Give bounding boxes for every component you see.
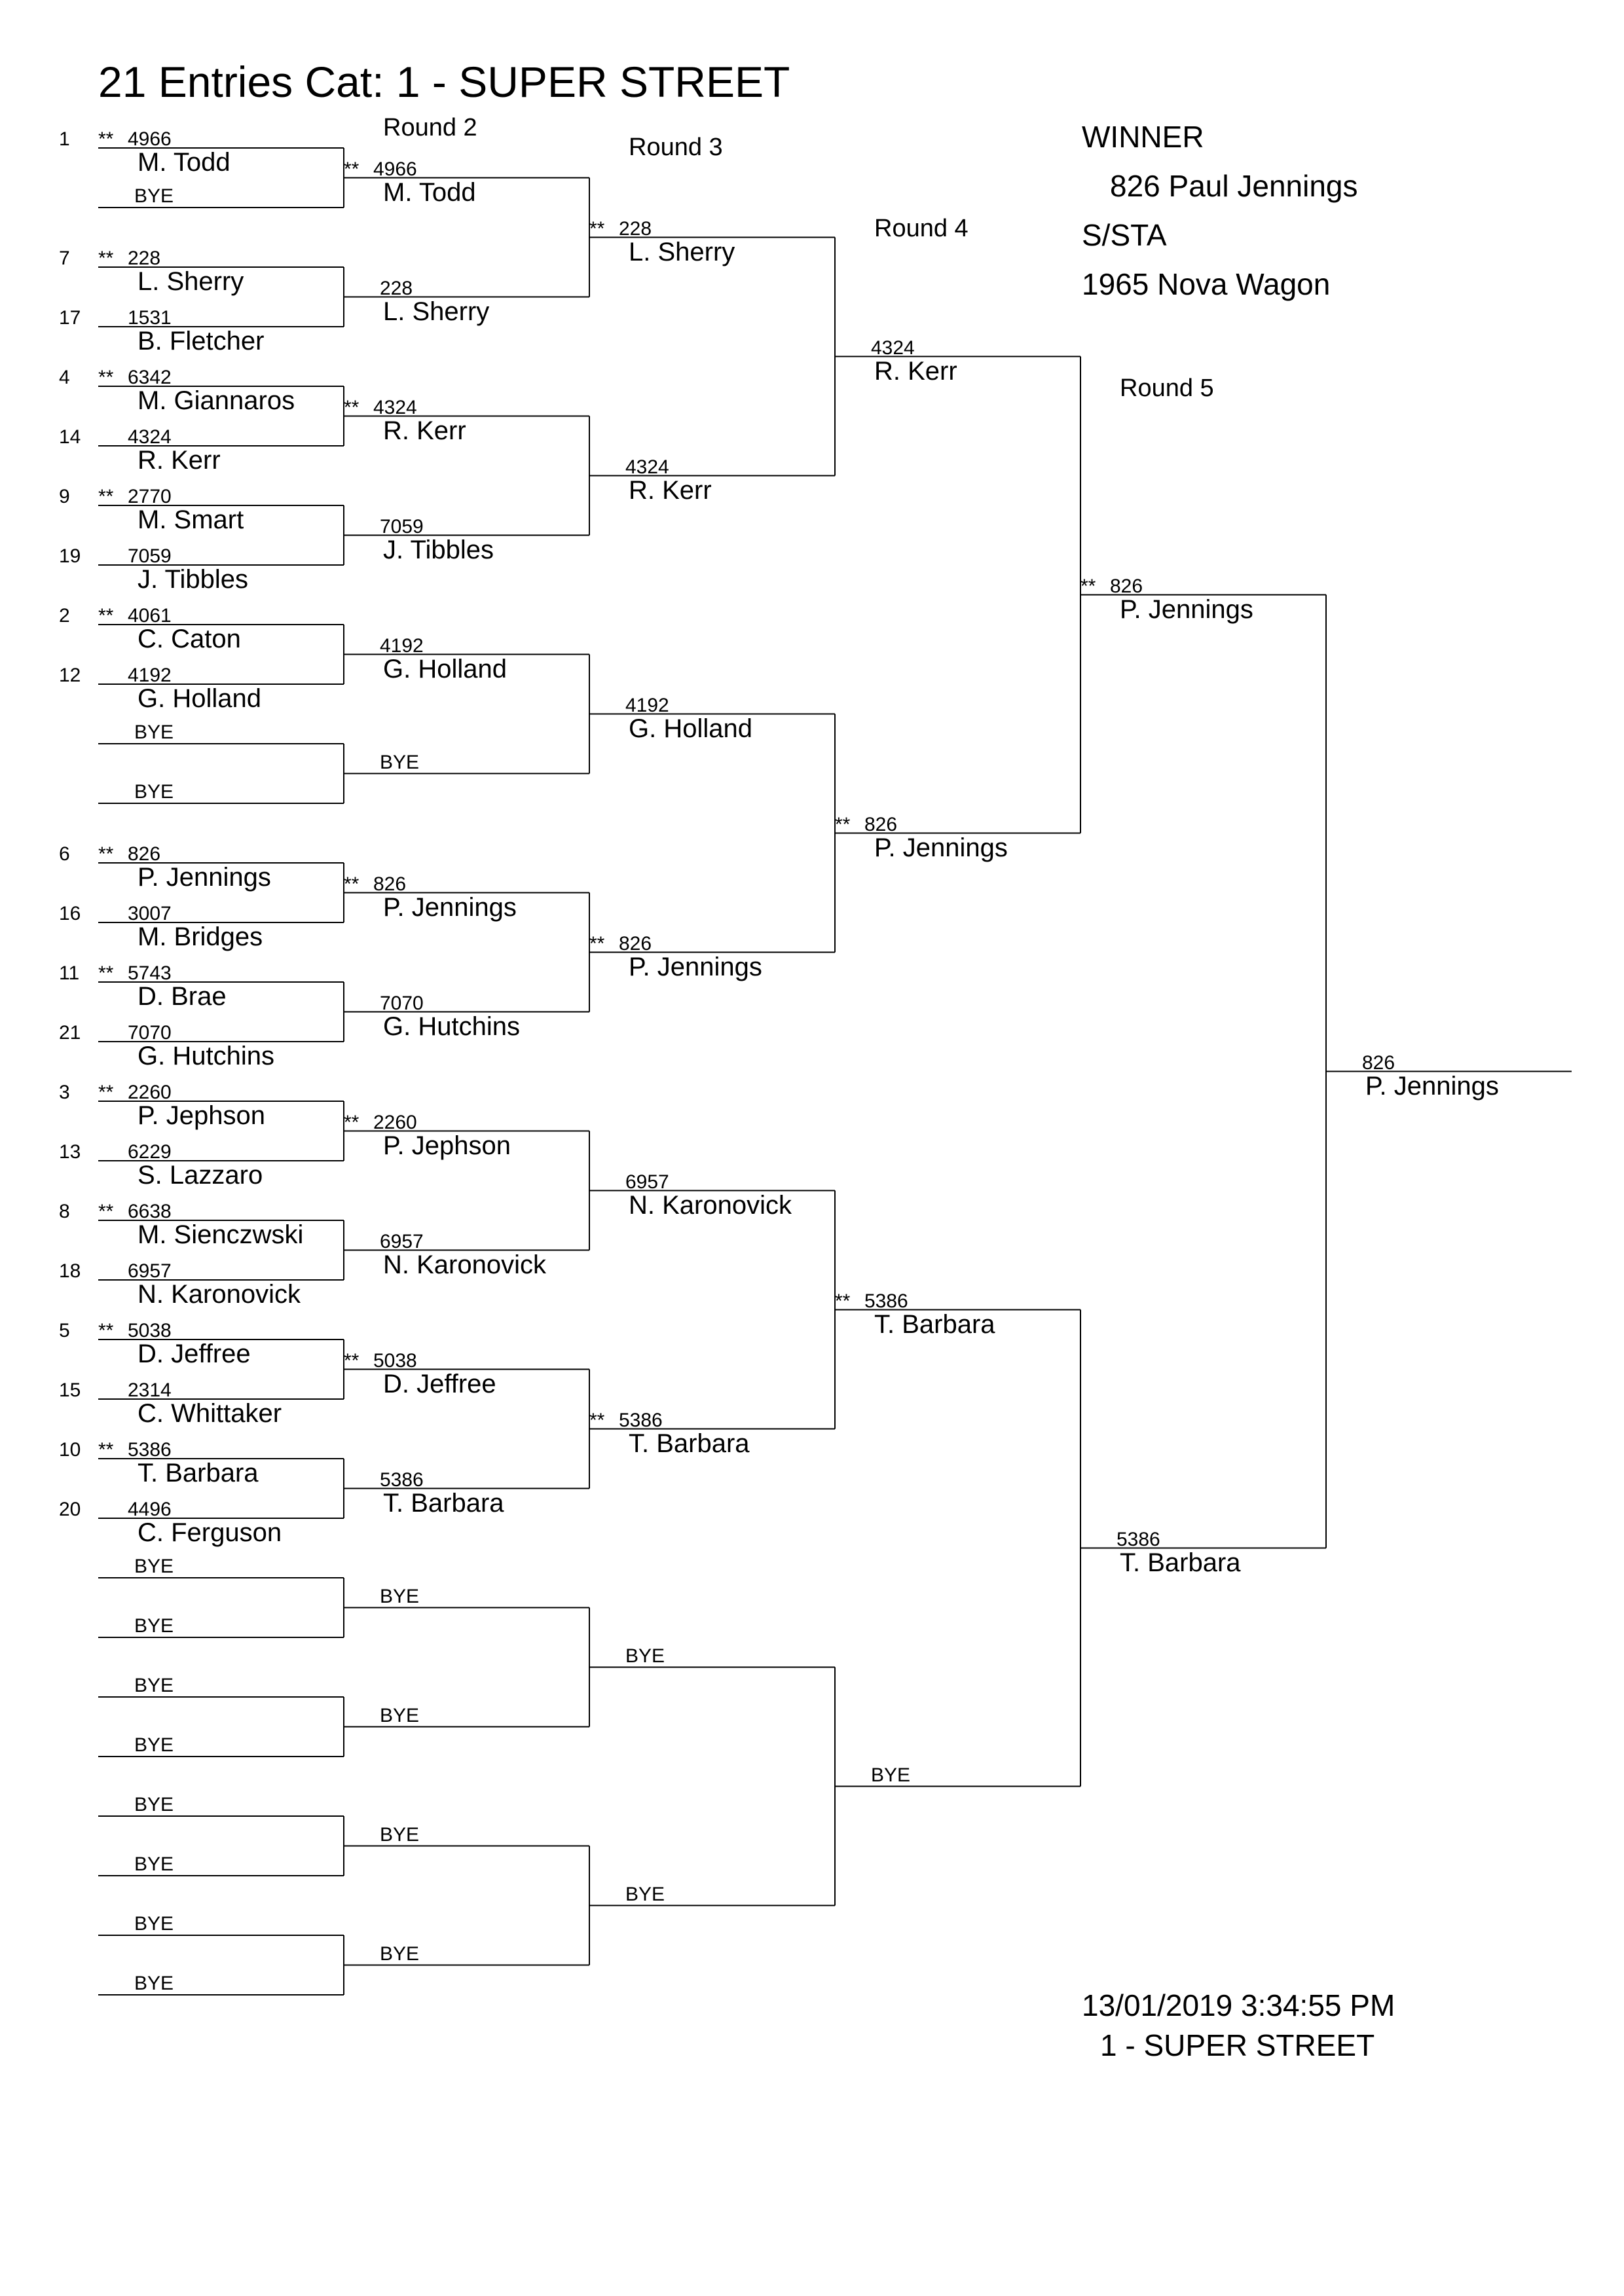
round1-slot-0-number: 4966 <box>128 128 172 150</box>
round3-slot-6-bye: BYE <box>625 1645 665 1667</box>
round5-slot-1-name: T. Barbara <box>1120 1548 1241 1577</box>
round1-slot-6-name: M. Smart <box>138 505 244 534</box>
round2-slot-2-star: ** <box>344 396 360 418</box>
round5-slot-1-number: 5386 <box>1116 1528 1160 1550</box>
round1-slot-3-number: 1531 <box>128 307 172 329</box>
round1-slot-2-name: L. Sherry <box>138 267 244 296</box>
round1-slot-4-seed: 4 <box>59 367 70 388</box>
round1-slot-5-number: 4324 <box>128 426 172 448</box>
round3-slot-3-number: 826 <box>619 932 652 955</box>
round1-slot-19-name: N. Karonovick <box>138 1280 301 1309</box>
round1-slot-22-star: ** <box>98 1439 114 1461</box>
round3-slot-1-number: 4324 <box>625 456 669 478</box>
round1-slot-16-seed: 3 <box>59 1082 70 1103</box>
final-slot-0-number: 826 <box>1362 1051 1395 1074</box>
round1-slot-31-bye: BYE <box>134 1973 174 1994</box>
round3-slot-4-name: N. Karonovick <box>629 1190 792 1220</box>
round2-slot-13-bye: BYE <box>380 1704 420 1726</box>
round1-slot-14-number: 5743 <box>128 962 172 984</box>
round1-slot-6-seed: 9 <box>59 486 70 507</box>
round2-slot-5-bye: BYE <box>380 751 420 773</box>
round1-slot-29-bye: BYE <box>134 1853 174 1875</box>
round1-slot-8-seed: 2 <box>59 605 70 627</box>
round1-slot-15-name: G. Hutchins <box>138 1042 274 1070</box>
round3-slot-3-name: P. Jennings <box>629 952 762 981</box>
round1-slot-12-name: P. Jennings <box>138 863 271 892</box>
round1-slot-6-number: 2770 <box>128 486 172 507</box>
round1-slot-13-seed: 16 <box>59 903 81 924</box>
round5-slot-0-star: ** <box>1080 575 1096 597</box>
round4-slot-2-number: 5386 <box>864 1290 908 1312</box>
round1-slot-9-seed: 12 <box>59 665 81 686</box>
round3-slot-7-bye: BYE <box>625 1883 665 1905</box>
round4-slot-1-number: 826 <box>864 813 898 835</box>
round2-slot-2-number: 4324 <box>373 396 417 418</box>
round1-slot-18-star: ** <box>98 1201 114 1222</box>
round1-slot-6-star: ** <box>98 486 114 507</box>
round-3-label: Round 3 <box>629 134 723 161</box>
final-slot-0-name: P. Jennings <box>1365 1071 1499 1101</box>
round1-slot-12-number: 826 <box>128 843 161 865</box>
round2-slot-9-name: N. Karonovick <box>383 1250 546 1279</box>
round1-slot-19-number: 6957 <box>128 1260 172 1282</box>
round3-slot-2-number: 4192 <box>625 694 669 716</box>
round1-slot-9-number: 4192 <box>128 665 172 686</box>
round3-slot-5-number: 5386 <box>619 1409 663 1431</box>
round1-slot-18-name: M. Sienczwski <box>138 1220 304 1249</box>
round1-slot-12-seed: 6 <box>59 843 70 865</box>
round1-slot-1-bye: BYE <box>134 185 174 207</box>
round1-slot-3-name: B. Fletcher <box>138 327 265 355</box>
round1-slot-21-seed: 15 <box>59 1379 81 1401</box>
round1-slot-2-number: 228 <box>128 247 161 269</box>
round4-slot-1-name: P. Jennings <box>874 833 1008 862</box>
page-title: 21 Entries Cat: 1 - SUPER STREET <box>98 58 790 106</box>
round4-slot-0-number: 4324 <box>871 337 915 359</box>
round2-slot-0-number: 4966 <box>373 158 417 180</box>
round1-slot-18-seed: 8 <box>59 1201 70 1222</box>
round1-slot-2-seed: 7 <box>59 247 70 269</box>
round2-slot-8-name: P. Jephson <box>383 1131 511 1160</box>
round3-slot-0-star: ** <box>589 217 605 240</box>
round4-slot-2-star: ** <box>835 1290 851 1312</box>
round2-slot-8-star: ** <box>344 1111 360 1133</box>
round-5-label: Round 5 <box>1120 374 1214 402</box>
round2-slot-0-star: ** <box>344 158 360 180</box>
round1-slot-17-name: S. Lazzaro <box>138 1161 263 1190</box>
round2-slot-10-name: D. Jeffree <box>383 1369 496 1398</box>
round1-slot-12-star: ** <box>98 843 114 865</box>
round1-slot-16-name: P. Jephson <box>138 1101 265 1130</box>
round4-slot-0-name: R. Kerr <box>874 356 957 386</box>
round1-slot-20-name: D. Jeffree <box>138 1339 251 1368</box>
round1-slot-21-number: 2314 <box>128 1379 172 1401</box>
round1-slot-8-name: C. Caton <box>138 625 241 653</box>
round1-slot-22-number: 5386 <box>128 1439 172 1461</box>
round-2-label: Round 2 <box>383 114 477 141</box>
round2-slot-9-number: 6957 <box>380 1230 424 1252</box>
round2-slot-1-number: 228 <box>380 277 413 299</box>
round4-slot-2-name: T. Barbara <box>874 1309 995 1339</box>
round3-slot-4-number: 6957 <box>625 1171 669 1193</box>
round2-slot-7-number: 7070 <box>380 992 424 1014</box>
round1-slot-13-name: M. Bridges <box>138 922 263 951</box>
footer-category: 1 - SUPER STREET <box>1100 2028 1375 2062</box>
print-timestamp: 13/01/2019 3:34:55 PM <box>1082 1988 1395 2022</box>
round2-slot-11-name: T. Barbara <box>383 1488 504 1518</box>
round3-slot-0-name: L. Sherry <box>629 237 735 266</box>
round3-slot-0-number: 228 <box>619 217 652 240</box>
round1-slot-17-number: 6229 <box>128 1141 172 1163</box>
round1-slot-16-number: 2260 <box>128 1082 172 1103</box>
round2-slot-14-bye: BYE <box>380 1823 420 1846</box>
round1-slot-17-seed: 13 <box>59 1141 81 1163</box>
round3-slot-2-name: G. Holland <box>629 714 752 743</box>
round1-slot-22-seed: 10 <box>59 1439 81 1461</box>
round2-slot-11-number: 5386 <box>380 1468 424 1491</box>
round1-slot-13-number: 3007 <box>128 903 172 924</box>
round2-slot-6-name: P. Jennings <box>383 892 517 922</box>
round2-slot-3-name: J. Tibbles <box>383 535 494 564</box>
round1-slot-9-name: G. Holland <box>138 684 261 713</box>
round5-slot-0-name: P. Jennings <box>1120 594 1253 624</box>
round1-slot-4-number: 6342 <box>128 367 172 388</box>
round1-slot-0-name: M. Todd <box>138 148 231 177</box>
round4-slot-3-bye: BYE <box>871 1764 911 1786</box>
round3-slot-5-name: T. Barbara <box>629 1429 750 1458</box>
round1-slot-23-name: C. Ferguson <box>138 1518 282 1547</box>
round1-slot-18-number: 6638 <box>128 1201 172 1222</box>
round3-slot-1-name: R. Kerr <box>629 475 712 505</box>
winner-entry: 826 Paul Jennings <box>1110 169 1358 203</box>
round1-slot-24-bye: BYE <box>134 1556 174 1577</box>
round1-slot-25-bye: BYE <box>134 1615 174 1637</box>
round1-slot-26-bye: BYE <box>134 1675 174 1696</box>
round1-slot-7-number: 7059 <box>128 545 172 567</box>
round1-slot-4-name: M. Giannaros <box>138 386 295 415</box>
round1-slot-11-bye: BYE <box>134 781 174 803</box>
round1-slot-20-number: 5038 <box>128 1320 172 1341</box>
round1-slot-15-number: 7070 <box>128 1022 172 1044</box>
winner-car: 1965 Nova Wagon <box>1082 267 1331 301</box>
round2-slot-4-name: G. Holland <box>383 654 507 683</box>
round1-slot-2-star: ** <box>98 247 114 269</box>
round3-slot-5-star: ** <box>589 1409 605 1431</box>
round3-slot-3-star: ** <box>589 932 605 955</box>
round2-slot-1-name: L. Sherry <box>383 297 490 326</box>
round2-slot-7-name: G. Hutchins <box>383 1011 520 1041</box>
round1-slot-0-star: ** <box>98 128 114 150</box>
round1-slot-5-name: R. Kerr <box>138 446 221 475</box>
round1-slot-8-number: 4061 <box>128 605 172 627</box>
round1-slot-27-bye: BYE <box>134 1734 174 1756</box>
round1-slot-14-star: ** <box>98 962 114 984</box>
round1-slot-16-star: ** <box>98 1082 114 1103</box>
round2-slot-2-name: R. Kerr <box>383 416 466 445</box>
round1-slot-21-name: C. Whittaker <box>138 1399 282 1428</box>
round1-slot-28-bye: BYE <box>134 1794 174 1815</box>
round1-slot-0-seed: 1 <box>59 128 70 150</box>
round1-slot-14-seed: 11 <box>59 962 80 984</box>
round1-slot-20-seed: 5 <box>59 1320 70 1341</box>
round1-slot-8-star: ** <box>98 605 114 627</box>
round1-slot-10-bye: BYE <box>134 721 174 743</box>
round2-slot-6-star: ** <box>344 873 360 895</box>
round5-slot-0-number: 826 <box>1110 575 1143 597</box>
round2-slot-10-star: ** <box>344 1349 360 1372</box>
round1-slot-7-seed: 19 <box>59 545 81 567</box>
round2-slot-12-bye: BYE <box>380 1585 420 1607</box>
winner-class: S/STA <box>1082 218 1167 252</box>
round2-slot-15-bye: BYE <box>380 1942 420 1965</box>
round1-slot-15-seed: 21 <box>59 1022 81 1044</box>
round-4-label: Round 4 <box>874 215 969 242</box>
round2-slot-8-number: 2260 <box>373 1111 417 1133</box>
round1-slot-23-seed: 20 <box>59 1499 81 1520</box>
round1-slot-19-seed: 18 <box>59 1260 81 1282</box>
round2-slot-4-number: 4192 <box>380 634 424 657</box>
round1-slot-7-name: J. Tibbles <box>138 565 248 594</box>
winner-label: WINNER <box>1082 120 1204 154</box>
round2-slot-0-name: M. Todd <box>383 177 476 207</box>
round1-slot-5-seed: 14 <box>59 426 81 448</box>
round4-slot-1-star: ** <box>835 813 851 835</box>
round1-slot-20-star: ** <box>98 1320 114 1341</box>
round1-slot-30-bye: BYE <box>134 1913 174 1935</box>
round1-slot-4-star: ** <box>98 367 114 388</box>
round2-slot-10-number: 5038 <box>373 1349 417 1372</box>
round2-slot-6-number: 826 <box>373 873 407 895</box>
round2-slot-3-number: 7059 <box>380 515 424 538</box>
round1-slot-23-number: 4496 <box>128 1499 172 1520</box>
round1-slot-22-name: T. Barbara <box>138 1459 259 1487</box>
round1-slot-3-seed: 17 <box>59 307 81 329</box>
round1-slot-14-name: D. Brae <box>138 982 227 1011</box>
